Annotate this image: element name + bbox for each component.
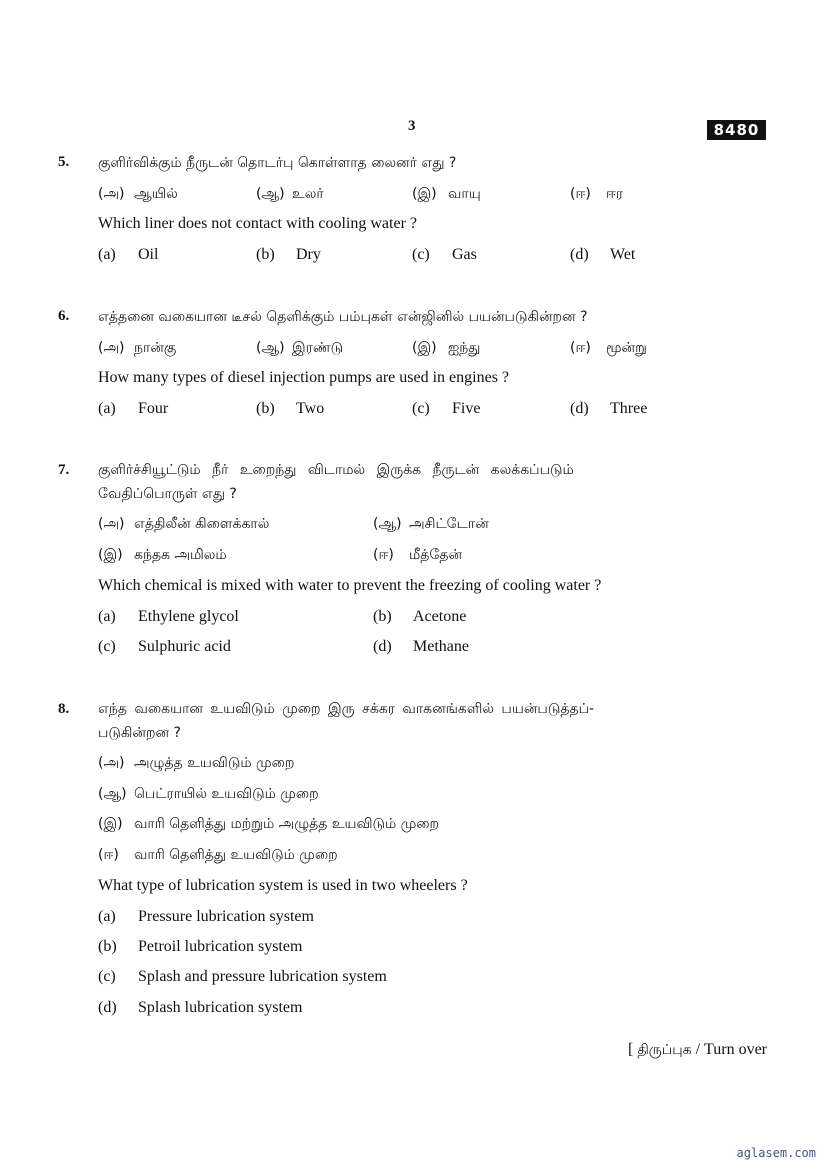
q5-tamil-option-a: (அ) ஆயில் [98, 186, 178, 202]
q6-option-b: (b) Two [256, 400, 325, 417]
q8-option-c: (c) Splash and pressure lubrication system [98, 968, 387, 985]
q6-tamil-option-d: (ஈ) மூன்று [570, 340, 647, 356]
question-8-number: 8. [58, 701, 70, 717]
q8-option-b: (b) Petroil lubrication system [98, 938, 303, 955]
q7-option-d: (d) Methane [373, 638, 469, 655]
question-7-english-text: Which chemical is mixed with water to prevent the freezing of cooling water ? [98, 577, 602, 594]
q8-tamil-option-a: (அ) அழுத்த உயவிடும் முறை [98, 755, 295, 771]
paper-code-badge: 8480 [707, 120, 766, 140]
q5-tamil-option-c: (இ) வாயு [412, 186, 481, 202]
q8-tamil-option-b: (ஆ) பெட்ராயில் உயவிடும் முறை [98, 786, 319, 802]
q6-tamil-option-c: (இ) ஐந்து [412, 340, 481, 356]
q6-tamil-option-a: (அ) நான்கு [98, 340, 177, 356]
q7-option-c: (c) Sulphuric acid [98, 638, 231, 655]
question-8-english-text: What type of lubrication system is used in two wheelers ? [98, 877, 468, 894]
question-6-english-text: How many types of diesel injection pumps are used in engines ? [98, 369, 510, 386]
q8-option-a: (a) Pressure lubrication system [98, 908, 314, 925]
q5-option-c: (c) Gas [412, 246, 477, 263]
q5-option-a: (a) Oil [98, 246, 159, 263]
q8-tamil-option-c: (இ) வாரி தெளித்து மற்றும் அழுத்த உயவிடும் முறை [98, 816, 440, 832]
q7-option-b: (b) Acetone [373, 608, 467, 625]
question-8-tamil-text-line1: எந்த வகையான உயவிடும் முறை இரு சக்கர வாகனங்களில் பயன்படுத்தப்- [98, 701, 595, 717]
watermark: aglasem.com [736, 1146, 816, 1160]
q5-tamil-option-d: (ஈ) ஈர [570, 186, 624, 202]
q7-tamil-option-b: (ஆ) அசிட்டோன் [373, 516, 489, 532]
q7-option-a: (a) Ethylene glycol [98, 608, 239, 625]
q8-option-d: (d) Splash lubrication system [98, 999, 303, 1016]
q5-option-d: (d) Wet [570, 246, 636, 263]
q5-tamil-option-b: (ஆ) உலர் [256, 186, 324, 202]
page-number: 3 [408, 118, 416, 134]
q5-option-b: (b) Dry [256, 246, 321, 263]
question-5-english-text: Which liner does not contact with cooling water ? [98, 215, 418, 232]
turn-over-note: [ திருப்புக / Turn over [628, 1041, 767, 1058]
q7-tamil-option-a: (அ) எத்திலீன் கிளைக்கால் [98, 516, 270, 532]
q7-tamil-option-d: (ஈ) மீத்தேன் [373, 547, 463, 563]
q7-tamil-option-c: (இ) கந்தக அமிலம் [98, 547, 227, 563]
question-7-number: 7. [58, 462, 70, 478]
question-7-tamil-text-line2: வேதிப்பொருள் எது ? [98, 486, 237, 502]
q6-option-c: (c) Five [412, 400, 481, 417]
question-5-number: 5. [58, 154, 70, 170]
q6-tamil-option-b: (ஆ) இரண்டு [256, 340, 344, 356]
question-8-tamil-text-line2: படுகின்றன ? [98, 725, 181, 741]
question-7-tamil-text-line1: குளிர்ச்சியூட்டும் நீர் உறைந்து விடாமல் இருக்க நீருடன் கலக்கப்படும் [98, 462, 574, 478]
q6-option-d: (d) Three [570, 400, 648, 417]
q6-option-a: (a) Four [98, 400, 169, 417]
q8-tamil-option-d: (ஈ) வாரி தெளித்து உயவிடும் முறை [98, 847, 338, 863]
question-6-number: 6. [58, 308, 70, 324]
question-6-tamil-text: எத்தனை வகையான டீசல் தெளிக்கும் பம்புகள் என்ஜினில் பயன்படுகின்றன ? [98, 309, 588, 325]
question-5-tamil-text: குளிர்விக்கும் நீருடன் தொடர்பு கொள்ளாத லைனர் எது ? [98, 155, 457, 171]
